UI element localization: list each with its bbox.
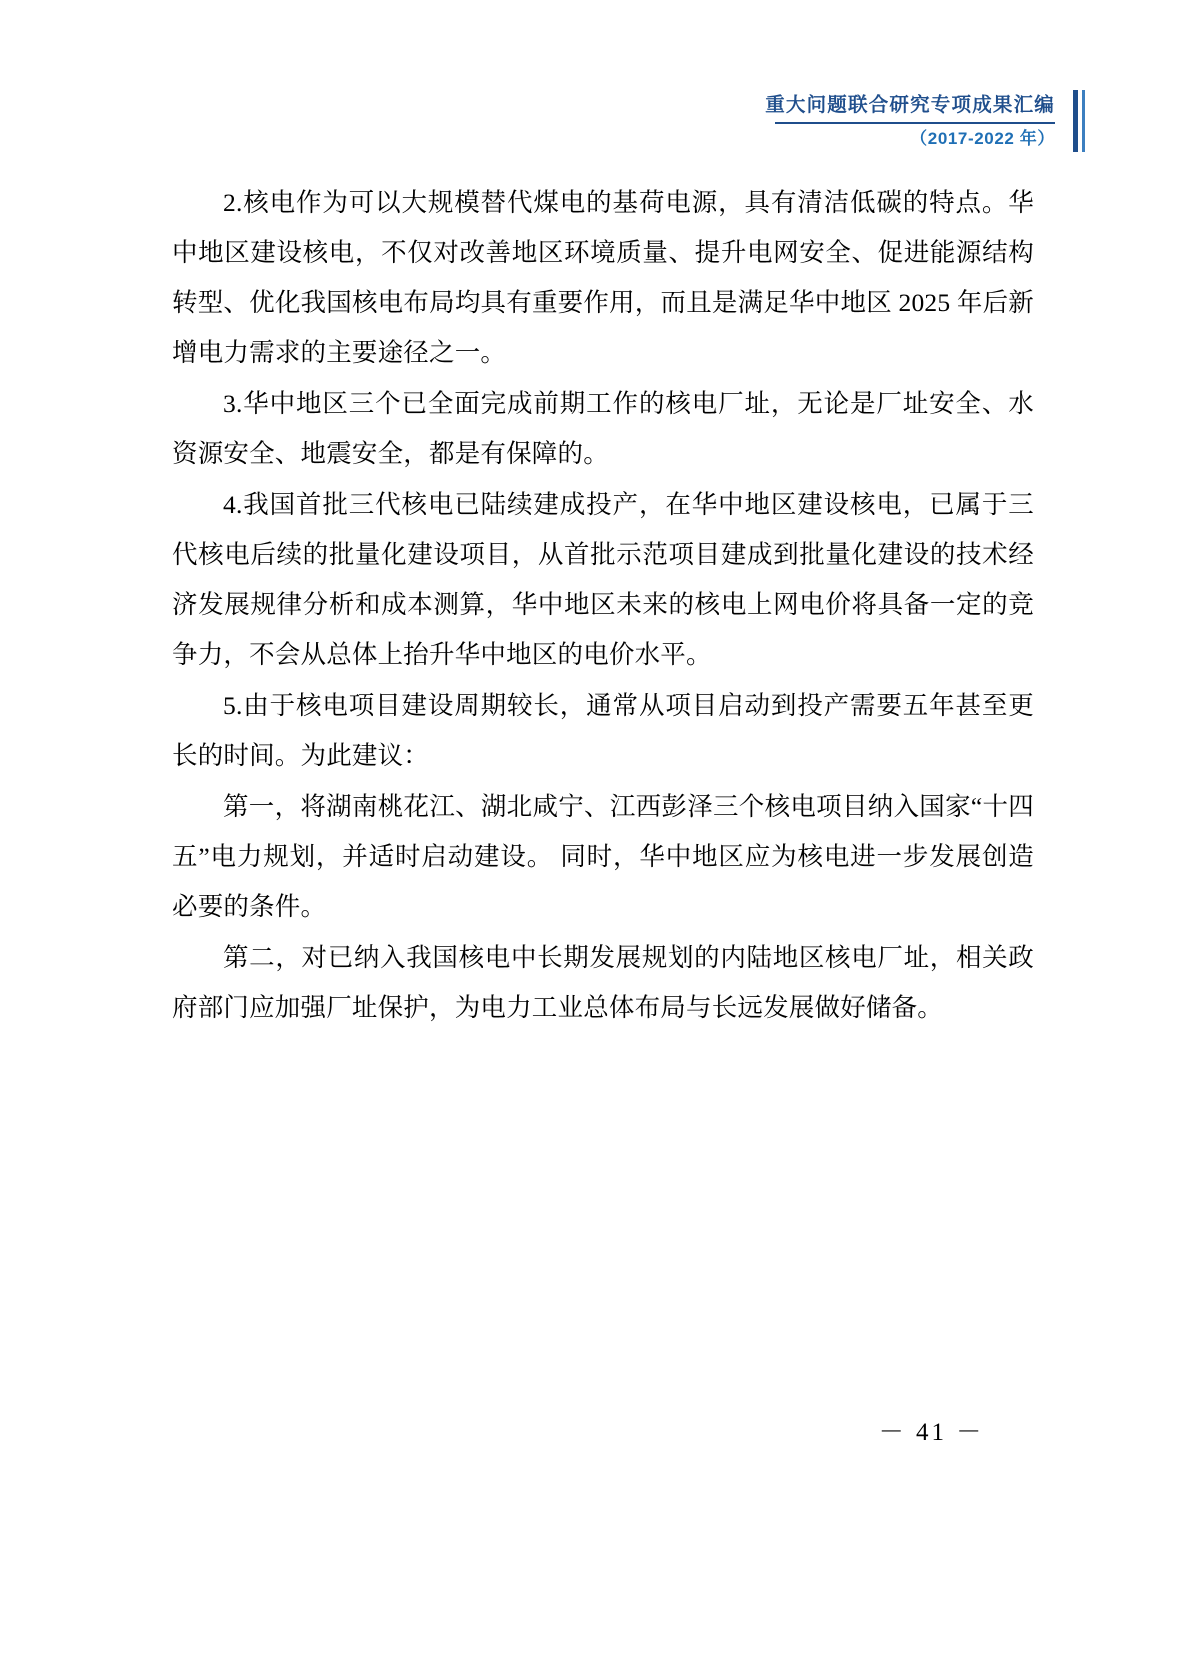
- header-bar-1: [1073, 90, 1078, 152]
- page-number: － 41 －: [878, 1419, 985, 1446]
- header-text-block: [765, 92, 1055, 152]
- header-bar-2: [1082, 90, 1085, 152]
- paragraph-1: 2.核电作为可以大规模替代煤电的基荷电源，具有清洁低碳的特点。华中地区建设核电，不仅对改善地区环境质量、提升电网安全、促进能源结构转型、优化我国核电布局均具有重要作用，而且是满足华中地区 2025 年后新增电力需求的主要途径之一。: [172, 188, 1034, 367]
- page-footer: [0, 1412, 1203, 1448]
- paragraph-2: 3.华中地区三个已全面完成前期工作的核电厂址，无论是厂址安全、水资源安全、地震安全，都是有保障的。: [172, 389, 1034, 468]
- header-title: 重大问题联合研究专项成果汇编: [765, 94, 1055, 116]
- paragraph-6: 第二，对已纳入我国核电中长期发展规划的内陆地区核电厂址，相关政府部门应加强厂址保护，为电力工业总体布局与长远发展做好储备。: [172, 943, 1034, 1022]
- page-header: [525, 92, 1085, 162]
- paragraph-3: 4.我国首批三代核电已陆续建成投产，在华中地区建设核电，已属于三代核电后续的批量化建设项目，从首批示范项目建成到批量化建设的技术经济发展规律分析和成本测算，华中地区未来的核电上网电价将具备一定的竞争力，不会从总体上抬升华中地区的电价水平。: [172, 490, 1034, 669]
- header-decoration-bars: [1073, 90, 1085, 152]
- page-body: [172, 178, 1034, 1034]
- paragraph-5: 第一，将湖南桃花江、湖北咸宁、江西彭泽三个核电项目纳入国家“十四五”电力规划，并适时启动建设。 同时，华中地区应为核电进一步发展创造必要的条件。: [172, 792, 1034, 921]
- header-subtitle: （2017-2022 年）: [910, 129, 1055, 148]
- paragraph-4: 5.由于核电项目建设周期较长，通常从项目启动到投产需要五年甚至更长的时间。为此建议：: [172, 691, 1034, 770]
